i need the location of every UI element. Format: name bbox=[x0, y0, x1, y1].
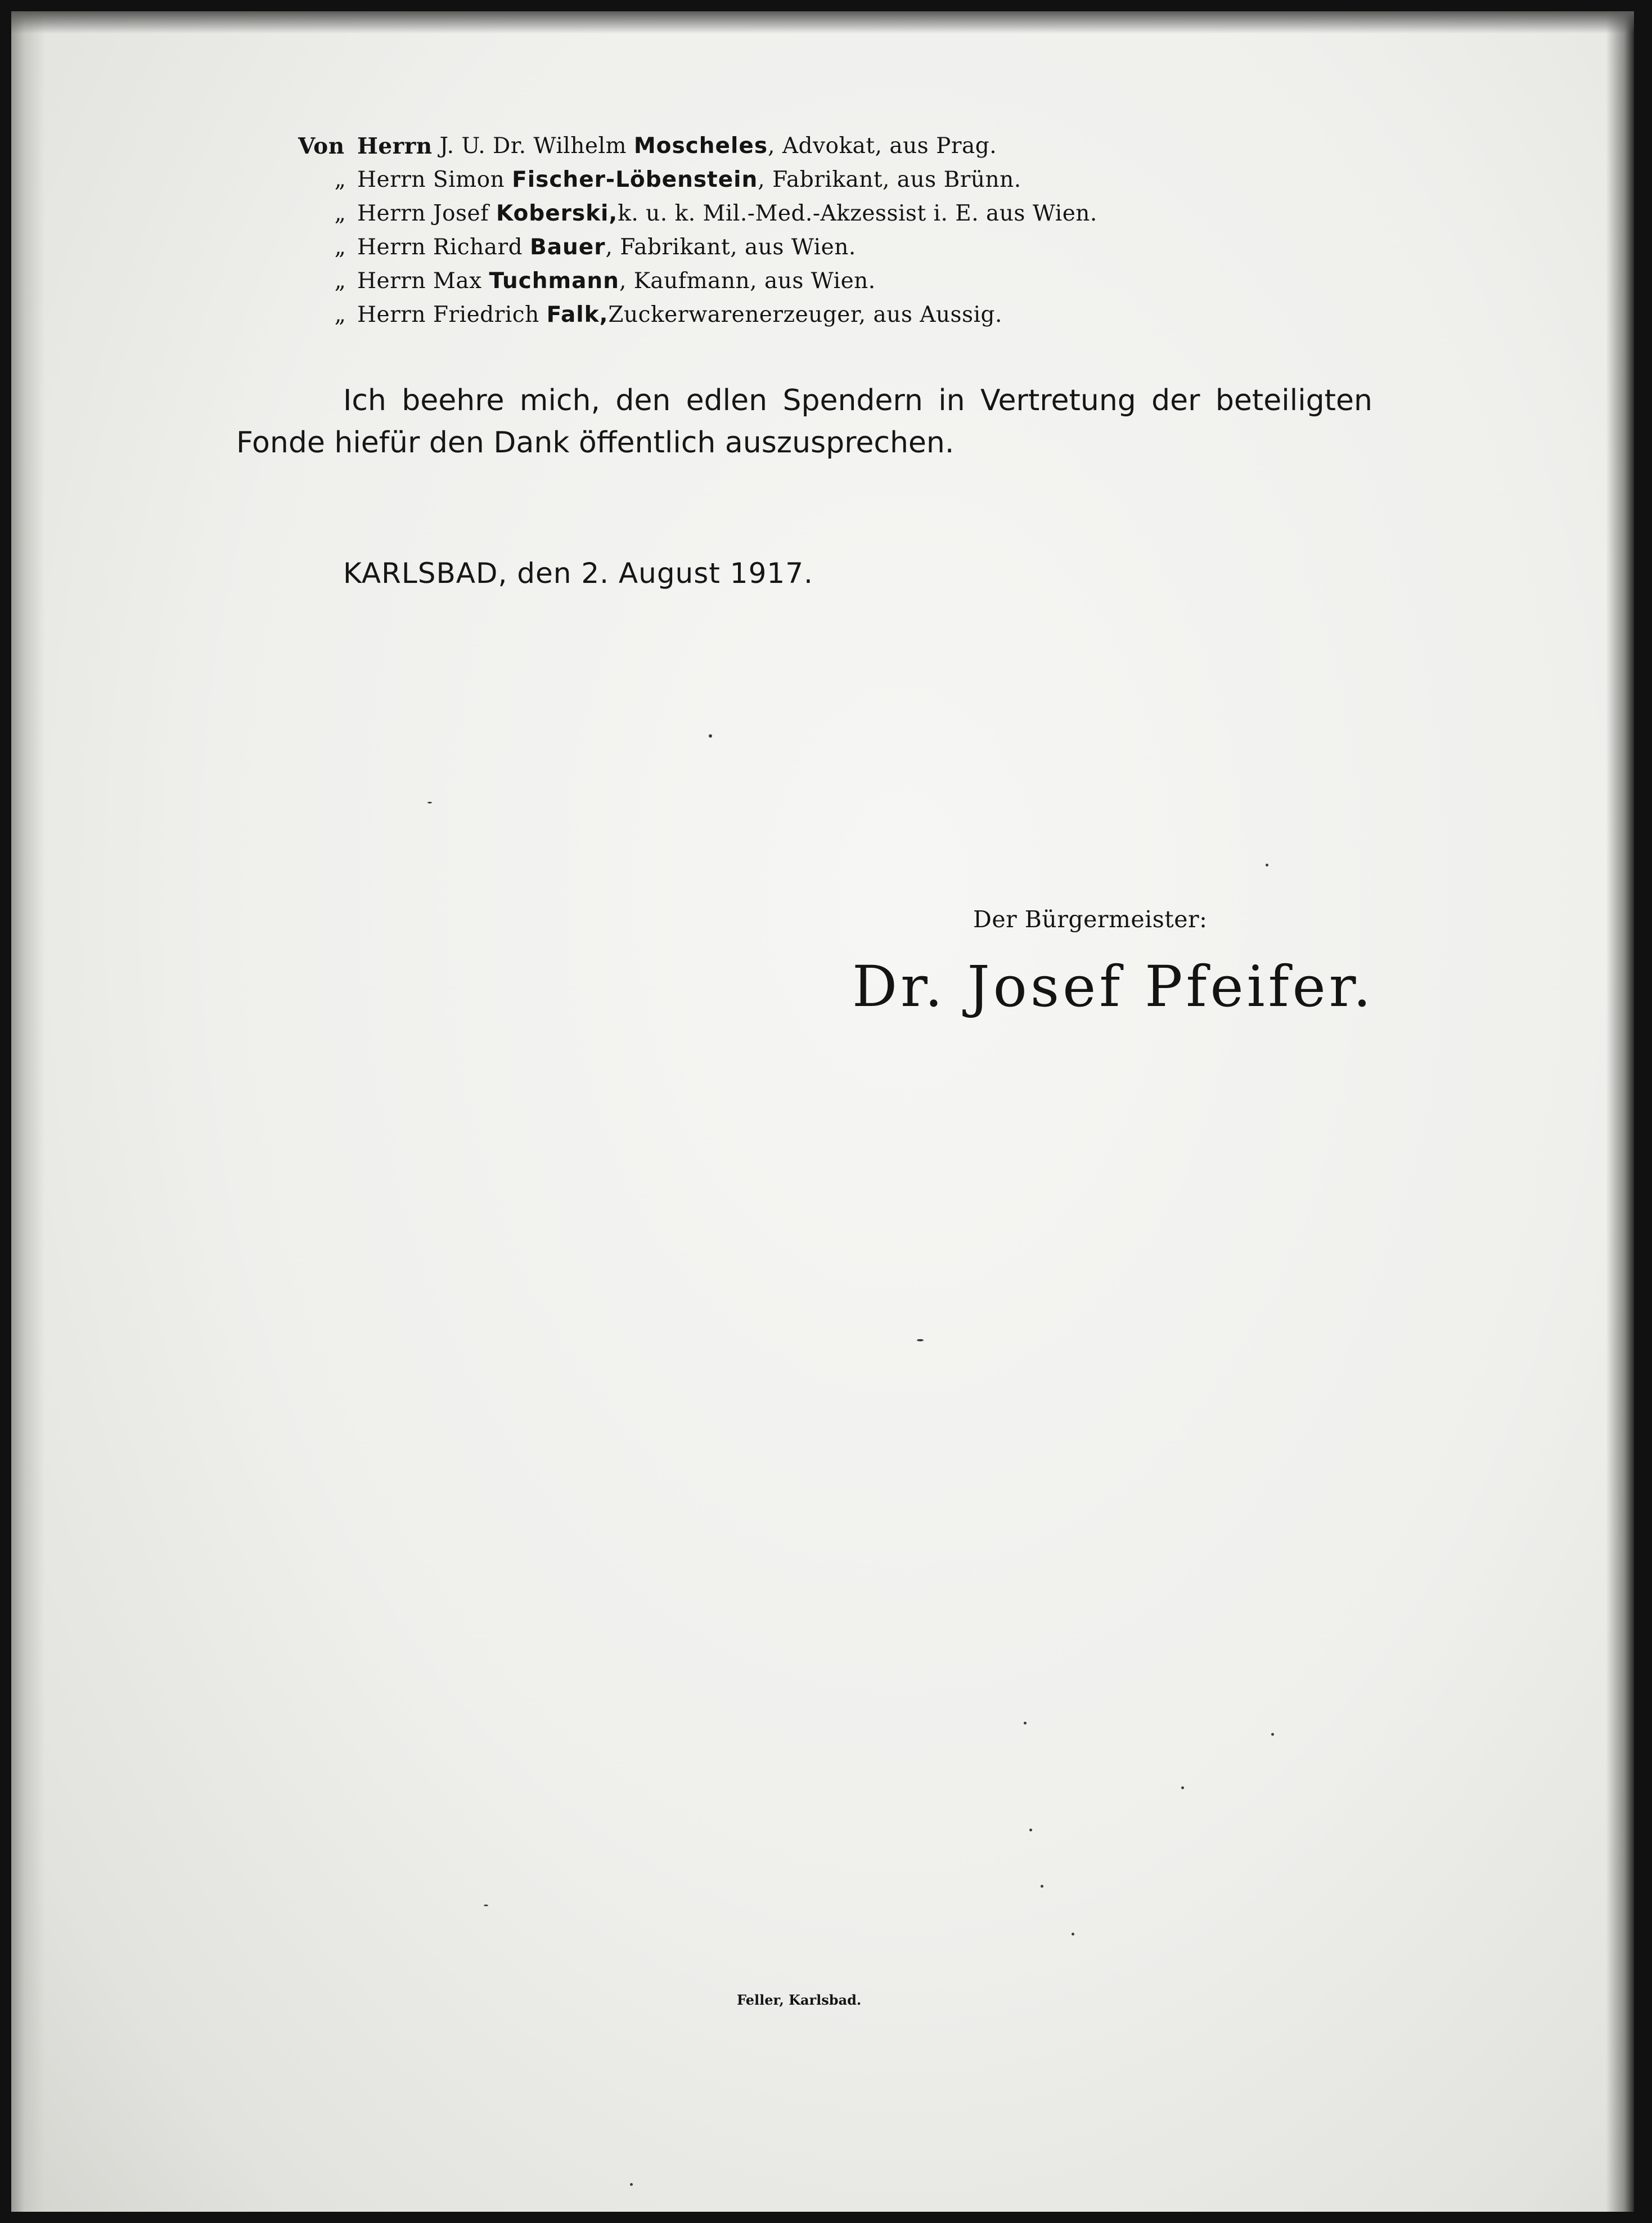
donor-surname: Fischer-Löbenstein bbox=[512, 167, 758, 192]
donor-entry bbox=[298, 298, 1311, 332]
ditto-mark: „ bbox=[334, 268, 346, 294]
scan-speck bbox=[484, 1905, 488, 1906]
scan-speck bbox=[1029, 1829, 1032, 1831]
donor-details: Zuckerwarenerzeuger, aus Aussig. bbox=[608, 302, 1002, 327]
donor-given-name: Richard bbox=[433, 235, 523, 260]
scan-speck bbox=[1271, 1733, 1274, 1736]
donor-entry bbox=[298, 197, 1311, 231]
donor-details: , Fabrikant, aus Wien. bbox=[605, 235, 856, 260]
donor-entry bbox=[298, 231, 1311, 264]
scan-speck bbox=[1024, 1722, 1027, 1724]
donor-given-name: J. U. Dr. Wilhelm bbox=[439, 133, 627, 159]
donor-surname: Koberski, bbox=[496, 201, 618, 226]
donor-details: , Kaufmann, aus Wien. bbox=[619, 268, 876, 294]
document-page bbox=[11, 11, 1634, 2212]
scan-speck bbox=[1072, 1933, 1074, 1935]
scan-speck bbox=[427, 802, 432, 803]
donor-given-name: Josef bbox=[433, 201, 489, 226]
thanks-line-1: Ich beehre mich, den edlen Spendern in Vertretung der beteiligten bbox=[343, 384, 1372, 417]
scan-speck bbox=[1266, 864, 1268, 866]
place-and-date: KARLSBAD, den 2. August 1917. bbox=[343, 557, 813, 590]
scan-speck bbox=[709, 734, 712, 738]
donor-title: Herrn bbox=[357, 302, 426, 327]
donor-details: k. u. k. Mil.-Med.-Akzessist i. E. aus Wien. bbox=[618, 201, 1097, 226]
scan-speck bbox=[630, 2183, 633, 2186]
donor-surname: Moscheles bbox=[633, 133, 768, 159]
ditto-mark: „ bbox=[334, 201, 346, 226]
donor-title: Herrn bbox=[357, 268, 426, 294]
thanks-paragraph bbox=[236, 380, 1372, 464]
scan-speck bbox=[917, 1339, 924, 1341]
scan-speck bbox=[1181, 1786, 1184, 1789]
donor-details: , Fabrikant, aus Brünn. bbox=[758, 167, 1021, 192]
donor-entry bbox=[298, 163, 1311, 197]
donor-title: Herrn bbox=[357, 167, 426, 192]
donor-surname: Bauer bbox=[529, 235, 606, 260]
thanks-line-2: Fonde hiefür den Dank öffentlich auszusprechen. bbox=[236, 426, 955, 460]
ditto-mark: „ bbox=[334, 167, 346, 192]
donor-details: , Advokat, aus Prag. bbox=[768, 133, 997, 159]
signatory-name: Dr. Josef Pfeifer. bbox=[852, 954, 1375, 1020]
ditto-mark: „ bbox=[334, 302, 346, 327]
donor-surname: Tuchmann bbox=[489, 268, 619, 294]
donor-given-name: Simon bbox=[433, 167, 505, 192]
printer-imprint: Feller, Karlsbad. bbox=[737, 1992, 862, 2008]
page-shadow-top bbox=[11, 11, 1634, 34]
page-shadow-left bbox=[11, 11, 45, 2212]
donor-given-name: Friedrich bbox=[433, 302, 539, 327]
donor-entry bbox=[298, 264, 1311, 298]
scan-speck bbox=[1041, 1885, 1043, 1888]
ditto-mark: „ bbox=[334, 235, 346, 260]
donor-entry bbox=[298, 129, 1311, 163]
donor-given-name: Max bbox=[433, 268, 482, 294]
donor-title: Herrn bbox=[357, 235, 426, 260]
donor-title: Herrn bbox=[357, 201, 426, 226]
donor-lead: Von bbox=[298, 133, 345, 159]
page-shadow-right bbox=[1606, 11, 1634, 2212]
signatory-title: Der Bürgermeister: bbox=[973, 906, 1208, 933]
donor-title: Herrn bbox=[357, 133, 433, 159]
donor-list bbox=[298, 129, 1311, 332]
donor-surname: Falk, bbox=[546, 302, 609, 327]
